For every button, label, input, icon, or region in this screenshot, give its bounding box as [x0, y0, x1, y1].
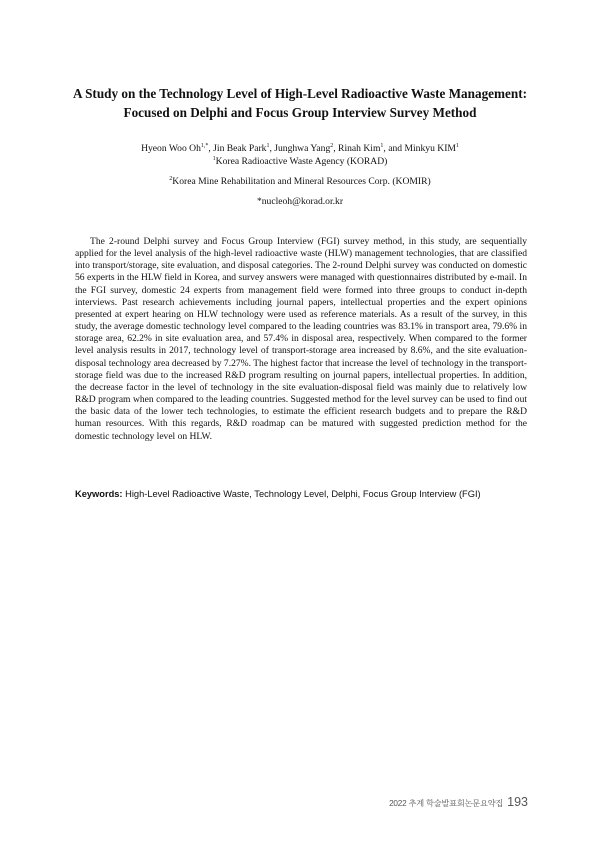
page-footer	[389, 793, 528, 811]
keywords-text: High-Level Radioactive Waste, Technology Level, Delphi, Focus Group Interview (FGI)	[125, 489, 481, 499]
paper-title	[60, 84, 540, 122]
author-separator: , and	[383, 143, 405, 154]
page-number: 193	[507, 795, 528, 809]
author-name: Hyeon Woo Oh	[141, 143, 201, 154]
affiliation-text: Korea Mine Rehabilitation and Mineral Resources Corp. (KOMIR)	[172, 176, 431, 187]
author-list	[40, 143, 560, 155]
proceedings-title: 2022 추계 학술발표회논문요약집	[389, 799, 504, 808]
keywords-label: Keywords:	[75, 489, 123, 499]
author-affiliation-marker: 2	[330, 143, 334, 149]
author-affiliation-marker: 1	[266, 143, 270, 149]
author-name: Junghwa Yang	[274, 143, 331, 154]
author-separator: ,	[208, 143, 214, 154]
author-name: Minkyu KIM	[404, 143, 456, 154]
affiliation-2	[40, 176, 560, 188]
abstract-body: The 2-round Delphi survey and Focus Group Interview (FGI) survey method, in this study, are sequentially applied for the level analysis of the high-level radioactive waste (HLW) management technologies, that are classified into transport/storage, site evaluation, and disposal categories. The 2-round Delphi survey was conducted on domestic 56 experts in the HLW field in Korea, and survey answers were managed with questionnaires distributed by e-mail. In the FGI survey, domestic 24 experts from management field were formed into three groups to conduct in-depth interviews. Past research achievements including journal papers, intellectual properties and the expert opinions presented at expert hearing on HLW technology were used as reference materials. As a result of the survey, in this study, the average domestic technology level compared to the leading countries was 83.1% in transport area, 79.6% in storage area, 62.2% in site evaluation area, and 57.4% in disposal area, respectively. When compared to the former level analysis results in 2017, technology level of transport-storage area increased by 8.6%, and the site evaluation-disposal technology area decreased by 7.27%. The highest factor that increase the level of technology in the transport-storage field was due to the increased R&D program resulting on journal papers, intellectual properties. In addition, the decrease factor in the level of technology in the site evaluation-disposal field was mainly due to relatively low R&D program when compared to the leading countries. Suggested method for the level survey can be used to find out the basic data of the lower tech technologies, to estimate the efficient research budgets and to prepare the R&D human resources. With this regards, R&D roadmap can be matured with suggested prediction method for the domestic technology level on HLW.	[75, 236, 527, 442]
author-separator: ,	[269, 143, 275, 154]
keywords	[75, 488, 535, 500]
corresponding-email: *nucleoh@korad.or.kr	[256, 196, 344, 207]
title-line-2: Focused on Delphi and Focus Group Interview Survey Method	[123, 105, 477, 120]
affiliation-text: Korea Radioactive Waste Agency (KORAD)	[215, 156, 388, 167]
title-line-1: A Study on the Technology Level of High-Level Radioactive Waste Management:	[73, 86, 527, 101]
author-affiliation-marker: 1	[380, 143, 384, 149]
author-separator: ,	[333, 143, 339, 154]
author-name: Jin Beak Park	[213, 143, 267, 154]
author-affiliation-marker: 1,*	[200, 143, 209, 149]
affiliation-marker: 1	[212, 156, 216, 162]
affiliation-1	[40, 156, 560, 168]
author-affiliation-marker: 1	[455, 143, 459, 149]
affiliation-marker: 2	[169, 176, 173, 182]
author-name: Rinah Kim	[338, 143, 381, 154]
